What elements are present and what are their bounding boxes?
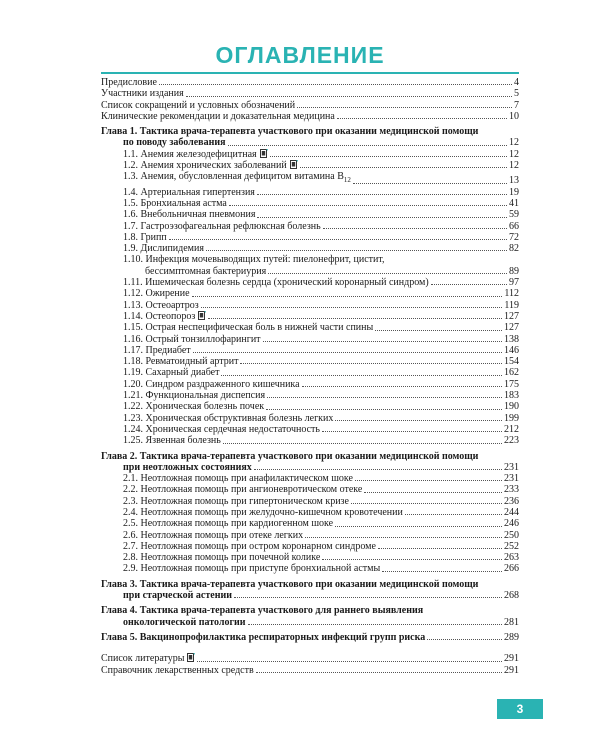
toc-entry-2-1[interactable]: 2.1. Неотложная помощь при анафилактическом шоке 231 (123, 473, 519, 485)
toc-entry-preface[interactable]: Предисловие 4 (101, 77, 519, 88)
toc-entry-drug-reference[interactable]: Справочник лекарственных средств 291 (101, 664, 519, 676)
toc-entry-1-19[interactable]: 1.19. Сахарный диабет 162 (123, 367, 519, 379)
toc-chapter-3[interactable]: Глава 3. Тактика врача-терапевта участкового при оказании медицинской помощи при старческой астении 268 (101, 578, 519, 602)
toc-entry-1-1[interactable]: 1.1. Анемия железодефицитная 12 (123, 148, 519, 160)
tablet-icon (290, 160, 298, 169)
toc-entry-1-2[interactable]: 1.2. Анемия хронических заболеваний 12 (123, 160, 519, 172)
toc-entry-2-3[interactable]: 2.3. Неотложная помощь при гипертоническом кризе 236 (123, 495, 519, 507)
toc-entry-1-16[interactable]: 1.16. Острый тонзиллофарингит 138 (123, 333, 519, 345)
toc-entry-1-23[interactable]: 1.23. Хроническая обструктивная болезнь легких 199 (123, 412, 519, 424)
toc-entry-1-14[interactable]: 1.14. Остеопороз 127 (123, 310, 519, 322)
toc-entry-1-11[interactable]: 1.11. Ишемическая болезнь сердца (хронический коронарный синдром) 97 (123, 277, 519, 289)
tablet-icon (260, 149, 268, 158)
toc-entry-1-13[interactable]: 1.13. Остеоартроз 119 (123, 299, 519, 311)
toc-entry-2-6[interactable]: 2.6. Неотложная помощь при отеке легких 250 (123, 529, 519, 541)
toc-chapter-5[interactable]: Глава 5. Вакцинопрофилактика респираторных инфекций групп риска 289 (101, 631, 519, 643)
toc-entry-1-24[interactable]: 1.24. Хроническая сердечная недостаточность 212 (123, 423, 519, 435)
tablet-icon (198, 311, 206, 320)
toc-chapter-4[interactable]: Глава 4. Тактика врача-терапевта участкового для раннего выявления онкологической патологии 281 (101, 605, 519, 628)
toc-entry-1-6[interactable]: 1.6. Внебольничная пневмония 59 (123, 209, 519, 221)
toc-entry-2-9[interactable]: 2.9. Неотложная помощь при приступе бронхиальной астмы 266 (123, 563, 519, 575)
toc-entry-1-22[interactable]: 1.22. Хроническая болезнь почек 190 (123, 401, 519, 413)
toc-entry-2-4[interactable]: 2.4. Неотложная помощь при желудочно-кишечном кровотечении 244 (123, 506, 519, 518)
toc-entry-1-12[interactable]: 1.12. Ожирение 112 (123, 288, 519, 300)
toc-entry-1-20[interactable]: 1.20. Синдром раздраженного кишечника 175 (123, 378, 519, 390)
toc-entry-1-18[interactable]: 1.18. Ревматоидный артрит 154 (123, 356, 519, 368)
page-number-badge: 3 (497, 699, 543, 719)
toc-entry-1-17[interactable]: 1.17. Предиабет 146 (123, 344, 519, 356)
toc-entry-1-8[interactable]: 1.8. Грипп 72 (123, 231, 519, 243)
page-title: ОГЛАВЛЕНИЕ (215, 42, 385, 68)
table-of-contents (101, 77, 519, 676)
toc-entry-2-5[interactable]: 2.5. Неотложная помощь при кардиогенном шоке 246 (123, 518, 519, 530)
toc-entry-2-7[interactable]: 2.7. Неотложная помощь при остром коронарном синдроме 252 (123, 540, 519, 552)
tablet-icon (187, 653, 195, 662)
toc-entry-1-21[interactable]: 1.21. Функциональная диспепсия 183 (123, 390, 519, 402)
toc-entry-1-25[interactable]: 1.25. Язвенная болезнь 223 (123, 435, 519, 447)
toc-entry-2-8[interactable]: 2.8. Неотложная помощь при почечной колике 263 (123, 552, 519, 564)
toc-entry-abbreviations[interactable]: Список сокращений и условных обозначений 7 (101, 99, 519, 111)
title-divider (101, 72, 519, 74)
toc-chapter-1[interactable]: Глава 1. Тактика врача-терапевта участкового при оказании медицинской помощи по поводу заболевания 12 (101, 126, 519, 149)
toc-entry-1-4[interactable]: 1.4. Артериальная гипертензия 19 (123, 186, 519, 198)
toc-entry-guidelines[interactable]: Клинические рекомендации и доказательная медицина 10 (101, 110, 519, 122)
toc-entry-contributors[interactable]: Участники издания 5 (101, 88, 519, 100)
toc-entry-1-5[interactable]: 1.5. Бронхиальная астма 41 (123, 197, 519, 209)
toc-entry-1-9[interactable]: 1.9. Дислипидемия 82 (123, 243, 519, 255)
toc-entry-1-10[interactable]: 1.10. Инфекция мочевыводящих путей: пиелонефрит, цистит, бессимптомная бактериурия 89 (123, 254, 519, 277)
toc-entry-1-7[interactable]: 1.7. Гастроэзофагеальная рефлюксная болезнь 66 (123, 220, 519, 232)
toc-entry-2-2[interactable]: 2.2. Неотложная помощь при ангионевротическом отеке 233 (123, 484, 519, 496)
toc-chapter-2[interactable]: Глава 2. Тактика врача-терапевта участкового при оказании медицинской помощи при неотложных состояниях 231 (101, 450, 519, 473)
toc-entry-1-3[interactable]: 1.3. Анемия, обусловленная дефицитом витамина $B_{12}$ 13 (123, 171, 519, 187)
toc-entry-references[interactable]: Список литературы 291 (101, 653, 519, 665)
toc-entry-1-15[interactable]: 1.15. Острая неспецифическая боль в нижней части спины 127 (123, 322, 519, 334)
